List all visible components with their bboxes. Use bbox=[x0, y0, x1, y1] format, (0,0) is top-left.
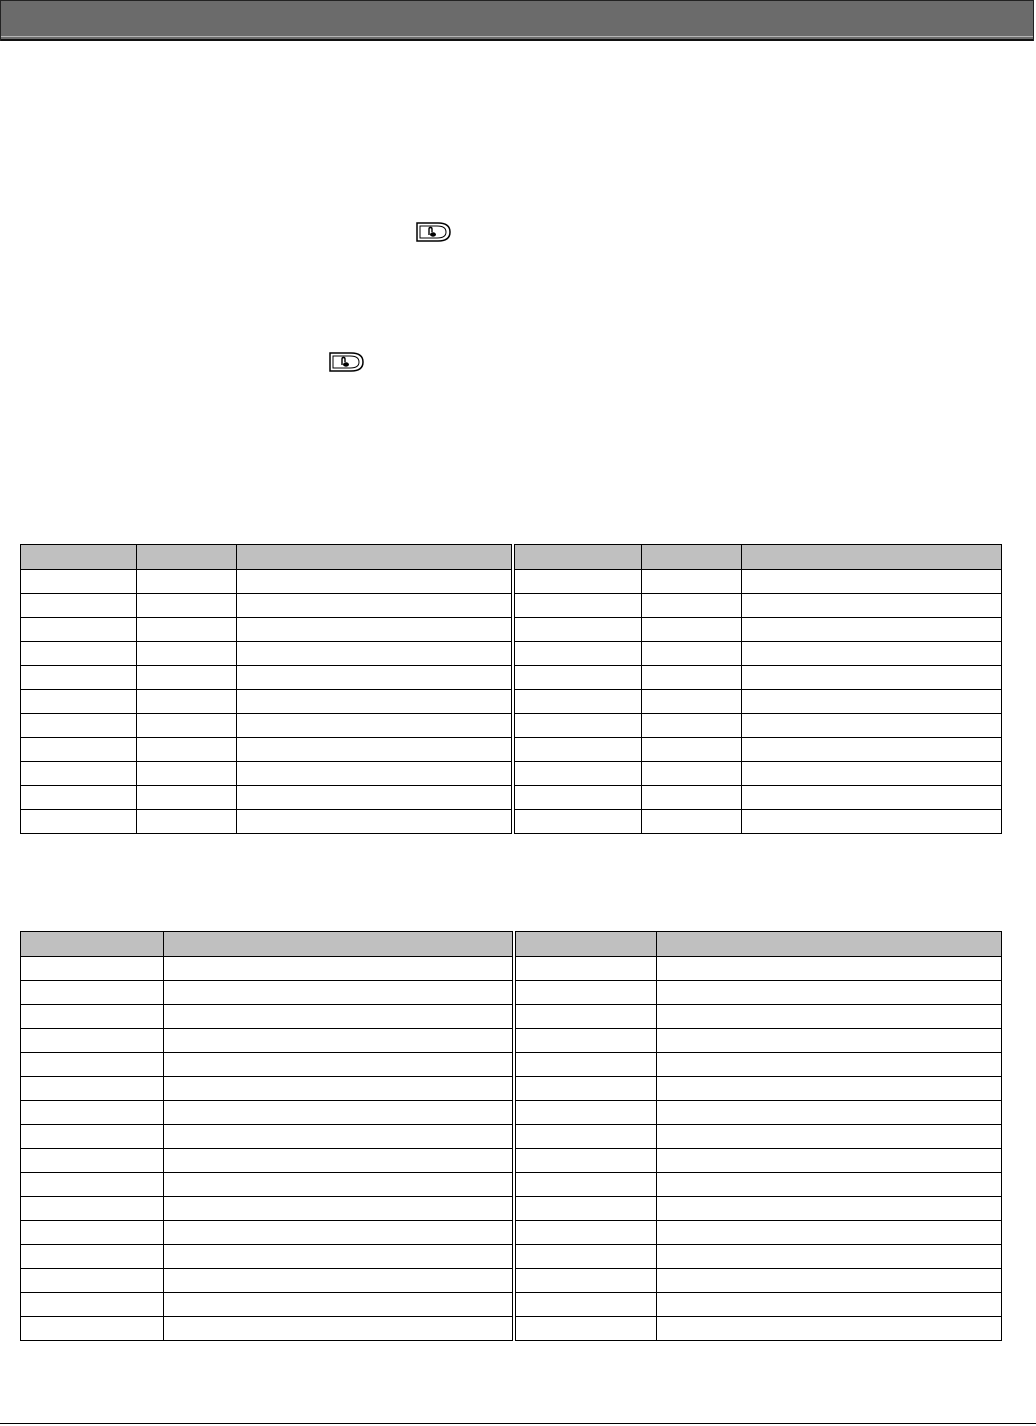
table-cell bbox=[657, 1149, 1002, 1173]
table-cell bbox=[514, 1125, 657, 1149]
table-cell bbox=[237, 786, 513, 810]
table-cell bbox=[514, 1077, 657, 1101]
table-cell bbox=[21, 642, 137, 666]
table-cell bbox=[657, 1221, 1002, 1245]
table-cell bbox=[642, 786, 742, 810]
table-row bbox=[21, 957, 1002, 981]
table-cell bbox=[137, 690, 237, 714]
table-row bbox=[21, 738, 1002, 762]
table-row bbox=[21, 1245, 1002, 1269]
table-cell bbox=[513, 642, 642, 666]
table-cell bbox=[164, 1173, 514, 1197]
table-cell bbox=[514, 1293, 657, 1317]
table-cell bbox=[742, 714, 1002, 738]
table-row bbox=[21, 666, 1002, 690]
table-cell bbox=[21, 1317, 164, 1341]
table-cell bbox=[137, 570, 237, 594]
table-cell bbox=[742, 570, 1002, 594]
table-cell bbox=[164, 1317, 514, 1341]
table-cell bbox=[164, 981, 514, 1005]
table-cell bbox=[21, 618, 137, 642]
table-row bbox=[21, 714, 1002, 738]
table-cell bbox=[164, 1053, 514, 1077]
table-cell bbox=[137, 642, 237, 666]
table-cell bbox=[21, 666, 137, 690]
table-cell bbox=[642, 714, 742, 738]
key-press-icon bbox=[329, 352, 365, 372]
table-cell bbox=[21, 570, 137, 594]
table-cell bbox=[164, 1269, 514, 1293]
table-cell bbox=[513, 618, 642, 642]
table-row bbox=[21, 762, 1002, 786]
table-row bbox=[21, 1077, 1002, 1101]
table-header-row bbox=[21, 932, 1002, 957]
table-cell bbox=[21, 1197, 164, 1221]
table-row bbox=[21, 1173, 1002, 1197]
table-cell bbox=[657, 1293, 1002, 1317]
table-cell bbox=[642, 618, 742, 642]
table-row bbox=[21, 1005, 1002, 1029]
footer-rule bbox=[0, 1423, 1036, 1424]
table-cell bbox=[514, 957, 657, 981]
table-cell bbox=[657, 1029, 1002, 1053]
table-cell bbox=[21, 981, 164, 1005]
table-1 bbox=[20, 544, 1002, 834]
table-cell bbox=[642, 762, 742, 786]
table-cell bbox=[513, 714, 642, 738]
table-cell bbox=[642, 738, 742, 762]
table-cell bbox=[137, 738, 237, 762]
table-cell bbox=[657, 957, 1002, 981]
table-cell bbox=[237, 810, 513, 834]
table-row bbox=[21, 1125, 1002, 1149]
page-header-bar bbox=[0, 0, 1034, 41]
table-cell bbox=[513, 666, 642, 690]
table-cell bbox=[164, 1197, 514, 1221]
table-cell bbox=[137, 618, 237, 642]
table-cell bbox=[237, 762, 513, 786]
table-cell bbox=[21, 714, 137, 738]
table-cell bbox=[514, 1173, 657, 1197]
table-row bbox=[21, 594, 1002, 618]
table-cell bbox=[21, 1149, 164, 1173]
table-cell bbox=[657, 1173, 1002, 1197]
table-cell bbox=[657, 1077, 1002, 1101]
table-row bbox=[21, 1221, 1002, 1245]
table-cell bbox=[21, 957, 164, 981]
column-header bbox=[514, 932, 657, 957]
table-cell bbox=[657, 1125, 1002, 1149]
table-cell bbox=[21, 1221, 164, 1245]
table-cell bbox=[21, 1269, 164, 1293]
table-cell bbox=[514, 1269, 657, 1293]
table-cell bbox=[514, 1029, 657, 1053]
table-cell bbox=[21, 1029, 164, 1053]
table-row bbox=[21, 690, 1002, 714]
table-row bbox=[21, 786, 1002, 810]
table-cell bbox=[21, 1077, 164, 1101]
table-cell bbox=[237, 570, 513, 594]
table-cell bbox=[21, 786, 137, 810]
table-cell bbox=[21, 1101, 164, 1125]
column-header bbox=[642, 545, 742, 570]
column-header bbox=[164, 932, 514, 957]
table-cell bbox=[137, 786, 237, 810]
table-cell bbox=[137, 594, 237, 618]
table-cell bbox=[21, 690, 137, 714]
table-cell bbox=[642, 690, 742, 714]
table-cell bbox=[657, 1245, 1002, 1269]
table-cell bbox=[513, 810, 642, 834]
table-2 bbox=[20, 931, 1002, 1341]
table-cell bbox=[21, 762, 137, 786]
table-cell bbox=[642, 666, 742, 690]
table-cell bbox=[164, 1077, 514, 1101]
key-press-icon bbox=[416, 222, 452, 242]
table-cell bbox=[742, 738, 1002, 762]
table-row bbox=[21, 1293, 1002, 1317]
column-header bbox=[513, 545, 642, 570]
table-cell bbox=[513, 786, 642, 810]
table-cell bbox=[164, 1149, 514, 1173]
table-cell bbox=[237, 666, 513, 690]
table-cell bbox=[657, 1101, 1002, 1125]
table-row bbox=[21, 1053, 1002, 1077]
table-cell bbox=[514, 1245, 657, 1269]
table-cell bbox=[21, 810, 137, 834]
table-row bbox=[21, 1269, 1002, 1293]
table-row bbox=[21, 642, 1002, 666]
column-header bbox=[237, 545, 513, 570]
table-cell bbox=[237, 690, 513, 714]
table-cell bbox=[164, 1293, 514, 1317]
table-cell bbox=[237, 594, 513, 618]
table-cell bbox=[137, 666, 237, 690]
table-cell bbox=[21, 1053, 164, 1077]
table-cell bbox=[513, 594, 642, 618]
table-cell bbox=[742, 786, 1002, 810]
table-cell bbox=[237, 642, 513, 666]
table-header-row bbox=[21, 545, 1002, 570]
table-cell bbox=[742, 618, 1002, 642]
column-header bbox=[742, 545, 1002, 570]
table-cell bbox=[513, 690, 642, 714]
table-row bbox=[21, 570, 1002, 594]
table-cell bbox=[514, 1053, 657, 1077]
column-header bbox=[21, 545, 137, 570]
table-cell bbox=[513, 570, 642, 594]
table-cell bbox=[514, 1221, 657, 1245]
table-cell bbox=[742, 642, 1002, 666]
table-cell bbox=[513, 738, 642, 762]
table-cell bbox=[21, 1245, 164, 1269]
table-cell bbox=[21, 1005, 164, 1029]
table-cell bbox=[237, 618, 513, 642]
table-cell bbox=[137, 714, 237, 738]
table-cell bbox=[164, 1125, 514, 1149]
table-row bbox=[21, 1149, 1002, 1173]
table-cell bbox=[657, 1005, 1002, 1029]
table-cell bbox=[742, 594, 1002, 618]
table-cell bbox=[237, 738, 513, 762]
table-row bbox=[21, 1197, 1002, 1221]
table-cell bbox=[742, 690, 1002, 714]
table-cell bbox=[514, 1197, 657, 1221]
table-cell bbox=[164, 1029, 514, 1053]
table-cell bbox=[164, 1005, 514, 1029]
table-cell bbox=[513, 762, 642, 786]
table-cell bbox=[657, 1197, 1002, 1221]
column-header bbox=[21, 932, 164, 957]
table-cell bbox=[657, 1053, 1002, 1077]
table-cell bbox=[514, 1317, 657, 1341]
table-cell bbox=[237, 714, 513, 738]
table-cell bbox=[742, 666, 1002, 690]
column-header bbox=[657, 932, 1002, 957]
table-cell bbox=[514, 1149, 657, 1173]
table-row bbox=[21, 1029, 1002, 1053]
table-row bbox=[21, 618, 1002, 642]
table-cell bbox=[21, 738, 137, 762]
table-cell bbox=[21, 1293, 164, 1317]
table-cell bbox=[514, 1101, 657, 1125]
table-cell bbox=[514, 981, 657, 1005]
table-cell bbox=[137, 810, 237, 834]
table-row bbox=[21, 1101, 1002, 1125]
table-row bbox=[21, 810, 1002, 834]
table-cell bbox=[21, 1173, 164, 1197]
table-cell bbox=[164, 1101, 514, 1125]
table-cell bbox=[742, 762, 1002, 786]
table-row bbox=[21, 981, 1002, 1005]
table-cell bbox=[642, 642, 742, 666]
table-cell bbox=[514, 1005, 657, 1029]
table-cell bbox=[21, 594, 137, 618]
table-cell bbox=[21, 1125, 164, 1149]
table-cell bbox=[137, 762, 237, 786]
table-cell bbox=[164, 1221, 514, 1245]
table-cell bbox=[657, 981, 1002, 1005]
table-cell bbox=[642, 594, 742, 618]
table-row bbox=[21, 1317, 1002, 1341]
table-cell bbox=[742, 810, 1002, 834]
column-header bbox=[137, 545, 237, 570]
table-cell bbox=[657, 1269, 1002, 1293]
table-cell bbox=[164, 1245, 514, 1269]
table-cell bbox=[164, 957, 514, 981]
table-cell bbox=[642, 810, 742, 834]
table-cell bbox=[657, 1317, 1002, 1341]
table-cell bbox=[642, 570, 742, 594]
